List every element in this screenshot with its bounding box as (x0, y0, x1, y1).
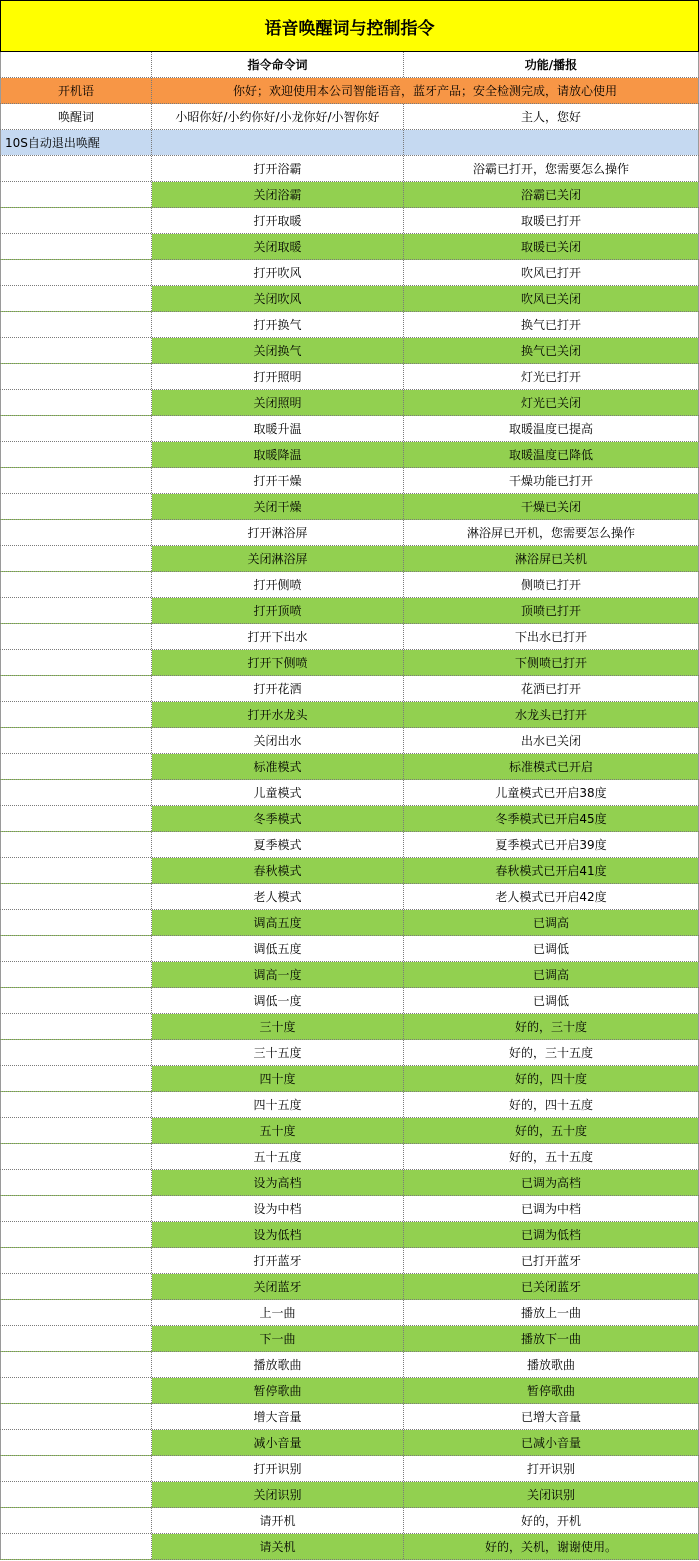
function-cell: 好的，开机 (404, 1508, 699, 1533)
command-rows (0, 156, 699, 1560)
row-label-empty (0, 182, 152, 207)
command-cell: 取暖升温 (152, 416, 404, 441)
row-label-empty (0, 1508, 152, 1533)
command-cell: 关闭吹风 (152, 286, 404, 311)
function-cell: 顶喷已打开 (404, 598, 699, 623)
row-label-empty (0, 780, 152, 805)
row-label-empty (0, 1118, 152, 1143)
wake-reply: 主人，您好 (404, 104, 699, 129)
command-cell: 三十度 (152, 1014, 404, 1039)
wake-label: 唤醒词 (0, 104, 152, 129)
table-row (0, 1326, 699, 1352)
function-cell: 播放上一曲 (404, 1300, 699, 1325)
function-cell: 关闭识别 (404, 1482, 699, 1507)
table-row (0, 1378, 699, 1404)
header-command: 指令命令词 (152, 52, 404, 77)
row-label-empty (0, 1092, 152, 1117)
function-cell: 淋浴屏已开机，您需要怎么操作 (404, 520, 699, 545)
table-row (0, 494, 699, 520)
row-label-empty (0, 624, 152, 649)
function-cell: 播放歌曲 (404, 1352, 699, 1377)
row-label-empty (0, 208, 152, 233)
row-label-empty (0, 546, 152, 571)
command-cell: 关闭浴霸 (152, 182, 404, 207)
row-label-empty (0, 858, 152, 883)
table-row (0, 962, 699, 988)
exit-cell-empty (152, 130, 404, 155)
row-label-empty (0, 468, 152, 493)
function-cell: 好的，四十度 (404, 1066, 699, 1091)
function-cell: 淋浴屏已关机 (404, 546, 699, 571)
row-label-empty (0, 910, 152, 935)
table-title: 语音唤醒词与控制指令 (0, 0, 699, 52)
table-row (0, 598, 699, 624)
table-row (0, 858, 699, 884)
table-row (0, 312, 699, 338)
row-label-empty (0, 1456, 152, 1481)
command-cell: 关闭干燥 (152, 494, 404, 519)
command-cell: 关闭淋浴屏 (152, 546, 404, 571)
row-label-empty (0, 1066, 152, 1091)
table-row (0, 1222, 699, 1248)
command-cell: 设为高档 (152, 1170, 404, 1195)
row-label-empty (0, 1482, 152, 1507)
function-cell: 好的，三十度 (404, 1014, 699, 1039)
table-row (0, 780, 699, 806)
row-label-empty (0, 1430, 152, 1455)
command-cell: 老人模式 (152, 884, 404, 909)
function-cell: 下出水已打开 (404, 624, 699, 649)
command-cell: 请开机 (152, 1508, 404, 1533)
function-cell: 换气已关闭 (404, 338, 699, 363)
boot-text: 你好；欢迎使用本公司智能语音，蓝牙产品；安全检测完成，请放心使用 (152, 78, 699, 103)
exit-row (0, 130, 699, 156)
command-cell: 关闭照明 (152, 390, 404, 415)
command-cell: 上一曲 (152, 1300, 404, 1325)
table-row (0, 624, 699, 650)
table-row (0, 442, 699, 468)
row-label-empty (0, 936, 152, 961)
row-label-empty (0, 1144, 152, 1169)
row-label-empty (0, 988, 152, 1013)
command-cell: 请关机 (152, 1534, 404, 1559)
command-cell: 设为中档 (152, 1196, 404, 1221)
row-label-empty (0, 260, 152, 285)
function-cell: 标准模式已开启 (404, 754, 699, 779)
table-row (0, 1092, 699, 1118)
function-cell: 灯光已打开 (404, 364, 699, 389)
function-cell: 儿童模式已开启38度 (404, 780, 699, 805)
command-cell: 打开顶喷 (152, 598, 404, 623)
command-cell: 调低五度 (152, 936, 404, 961)
command-cell: 关闭取暖 (152, 234, 404, 259)
row-label-empty (0, 598, 152, 623)
function-cell: 取暖温度已提高 (404, 416, 699, 441)
row-label-empty (0, 832, 152, 857)
table-row (0, 1508, 699, 1534)
row-label-empty (0, 572, 152, 597)
command-cell: 打开侧喷 (152, 572, 404, 597)
function-cell: 已关闭蓝牙 (404, 1274, 699, 1299)
function-cell: 已调为高档 (404, 1170, 699, 1195)
function-cell: 水龙头已打开 (404, 702, 699, 727)
row-label-empty (0, 1326, 152, 1351)
row-label-empty (0, 338, 152, 363)
command-cell: 关闭换气 (152, 338, 404, 363)
row-label-empty (0, 1534, 152, 1559)
row-label-empty (0, 442, 152, 467)
function-cell: 下侧喷已打开 (404, 650, 699, 675)
table-row (0, 1014, 699, 1040)
command-cell: 打开淋浴屏 (152, 520, 404, 545)
row-label-empty (0, 1040, 152, 1065)
table-row (0, 260, 699, 286)
command-cell: 设为低档 (152, 1222, 404, 1247)
function-cell: 播放下一曲 (404, 1326, 699, 1351)
row-label-empty (0, 390, 152, 415)
table-row (0, 1482, 699, 1508)
boot-row (0, 78, 699, 104)
function-cell: 好的，关机，谢谢使用。 (404, 1534, 699, 1559)
row-label-empty (0, 676, 152, 701)
command-cell: 打开花洒 (152, 676, 404, 701)
function-cell: 换气已打开 (404, 312, 699, 337)
command-cell: 打开浴霸 (152, 156, 404, 181)
command-cell: 关闭出水 (152, 728, 404, 753)
table-row (0, 1144, 699, 1170)
row-label-empty (0, 702, 152, 727)
table-row (0, 1404, 699, 1430)
table-row (0, 182, 699, 208)
command-cell: 春秋模式 (152, 858, 404, 883)
command-cell: 打开水龙头 (152, 702, 404, 727)
table-row (0, 1118, 699, 1144)
table-row (0, 1300, 699, 1326)
row-label-empty (0, 364, 152, 389)
function-cell: 好的，五十五度 (404, 1144, 699, 1169)
function-cell: 暂停歌曲 (404, 1378, 699, 1403)
function-cell: 干燥功能已打开 (404, 468, 699, 493)
command-cell: 打开蓝牙 (152, 1248, 404, 1273)
table-row (0, 338, 699, 364)
row-label-empty (0, 1300, 152, 1325)
table-row (0, 234, 699, 260)
table-row (0, 1196, 699, 1222)
command-cell: 儿童模式 (152, 780, 404, 805)
row-label-empty (0, 1196, 152, 1221)
command-cell: 打开取暖 (152, 208, 404, 233)
function-cell: 好的，三十五度 (404, 1040, 699, 1065)
function-cell: 吹风已打开 (404, 260, 699, 285)
table-row (0, 650, 699, 676)
header-function: 功能/播报 (404, 52, 699, 77)
row-label-empty (0, 416, 152, 441)
table-row (0, 884, 699, 910)
table-row (0, 1248, 699, 1274)
wake-command: 小昭你好/小约你好/小龙你好/小智你好 (152, 104, 404, 129)
row-label-empty (0, 156, 152, 181)
command-cell: 取暖降温 (152, 442, 404, 467)
row-label-empty (0, 962, 152, 987)
command-cell: 调高五度 (152, 910, 404, 935)
row-label-empty (0, 1222, 152, 1247)
function-cell: 已增大音量 (404, 1404, 699, 1429)
command-cell: 打开换气 (152, 312, 404, 337)
function-cell: 冬季模式已开启45度 (404, 806, 699, 831)
function-cell: 已调低 (404, 988, 699, 1013)
row-label-empty (0, 286, 152, 311)
function-cell: 已调低 (404, 936, 699, 961)
row-label-empty (0, 1378, 152, 1403)
table-row (0, 1066, 699, 1092)
function-cell: 浴霸已打开，您需要怎么操作 (404, 156, 699, 181)
header-row (0, 52, 699, 78)
row-label-empty (0, 1248, 152, 1273)
row-label-empty (0, 884, 152, 909)
command-cell: 四十度 (152, 1066, 404, 1091)
table-row (0, 156, 699, 182)
row-label-empty (0, 754, 152, 779)
command-cell: 五十五度 (152, 1144, 404, 1169)
function-cell: 取暖温度已降低 (404, 442, 699, 467)
command-cell: 暂停歌曲 (152, 1378, 404, 1403)
table-row (0, 572, 699, 598)
table-row (0, 832, 699, 858)
function-cell: 好的，五十度 (404, 1118, 699, 1143)
row-label-empty (0, 806, 152, 831)
row-label-empty (0, 234, 152, 259)
command-cell: 打开照明 (152, 364, 404, 389)
row-label-empty (0, 494, 152, 519)
function-cell: 已调高 (404, 910, 699, 935)
command-cell: 关闭识别 (152, 1482, 404, 1507)
table-row (0, 520, 699, 546)
row-label-empty (0, 1404, 152, 1429)
command-cell: 标准模式 (152, 754, 404, 779)
function-cell: 已调为低档 (404, 1222, 699, 1247)
table-row (0, 416, 699, 442)
function-cell: 夏季模式已开启39度 (404, 832, 699, 857)
table-row (0, 468, 699, 494)
command-cell: 冬季模式 (152, 806, 404, 831)
row-label-empty (0, 312, 152, 337)
command-cell: 五十度 (152, 1118, 404, 1143)
function-cell: 取暖已打开 (404, 208, 699, 233)
row-label-empty (0, 650, 152, 675)
table-row (0, 1430, 699, 1456)
function-cell: 侧喷已打开 (404, 572, 699, 597)
command-cell: 播放歌曲 (152, 1352, 404, 1377)
table-row (0, 754, 699, 780)
boot-label: 开机语 (0, 78, 152, 103)
exit-label: 10S自动退出唤醒 (0, 130, 152, 155)
command-cell: 打开下出水 (152, 624, 404, 649)
table-row (0, 936, 699, 962)
function-cell: 吹风已关闭 (404, 286, 699, 311)
command-cell: 打开下侧喷 (152, 650, 404, 675)
row-label-empty (0, 1170, 152, 1195)
exit-cell-empty (404, 130, 699, 155)
table-row (0, 988, 699, 1014)
wake-row (0, 104, 699, 130)
command-cell: 增大音量 (152, 1404, 404, 1429)
command-cell: 关闭蓝牙 (152, 1274, 404, 1299)
command-cell: 三十五度 (152, 1040, 404, 1065)
row-label-empty (0, 1014, 152, 1039)
header-cell-empty (0, 52, 152, 77)
function-cell: 出水已关闭 (404, 728, 699, 753)
command-cell: 打开干燥 (152, 468, 404, 493)
table-row (0, 1352, 699, 1378)
command-cell: 四十五度 (152, 1092, 404, 1117)
table-row (0, 728, 699, 754)
row-label-empty (0, 1274, 152, 1299)
function-cell: 好的，四十五度 (404, 1092, 699, 1117)
function-cell: 已调为中档 (404, 1196, 699, 1221)
table-row (0, 286, 699, 312)
command-cell: 打开吹风 (152, 260, 404, 285)
function-cell: 春秋模式已开启41度 (404, 858, 699, 883)
command-cell: 夏季模式 (152, 832, 404, 857)
table-row (0, 208, 699, 234)
table-row (0, 546, 699, 572)
function-cell: 已调高 (404, 962, 699, 987)
function-cell: 取暖已关闭 (404, 234, 699, 259)
table-row (0, 1170, 699, 1196)
command-cell: 下一曲 (152, 1326, 404, 1351)
table-row (0, 1456, 699, 1482)
table-row (0, 1040, 699, 1066)
function-cell: 花洒已打开 (404, 676, 699, 701)
function-cell: 已减小音量 (404, 1430, 699, 1455)
command-cell: 调高一度 (152, 962, 404, 987)
function-cell: 干燥已关闭 (404, 494, 699, 519)
function-cell: 灯光已关闭 (404, 390, 699, 415)
function-cell: 打开识别 (404, 1456, 699, 1481)
table-row (0, 1274, 699, 1300)
row-label-empty (0, 520, 152, 545)
table-row (0, 676, 699, 702)
function-cell: 已打开蓝牙 (404, 1248, 699, 1273)
function-cell: 老人模式已开启42度 (404, 884, 699, 909)
command-cell: 减小音量 (152, 1430, 404, 1455)
table-row (0, 390, 699, 416)
command-cell: 打开识别 (152, 1456, 404, 1481)
function-cell: 浴霸已关闭 (404, 182, 699, 207)
command-cell: 调低一度 (152, 988, 404, 1013)
table-row (0, 806, 699, 832)
table-row (0, 702, 699, 728)
table-row (0, 910, 699, 936)
table-row (0, 364, 699, 390)
row-label-empty (0, 1352, 152, 1377)
row-label-empty (0, 728, 152, 753)
table-row (0, 1534, 699, 1560)
